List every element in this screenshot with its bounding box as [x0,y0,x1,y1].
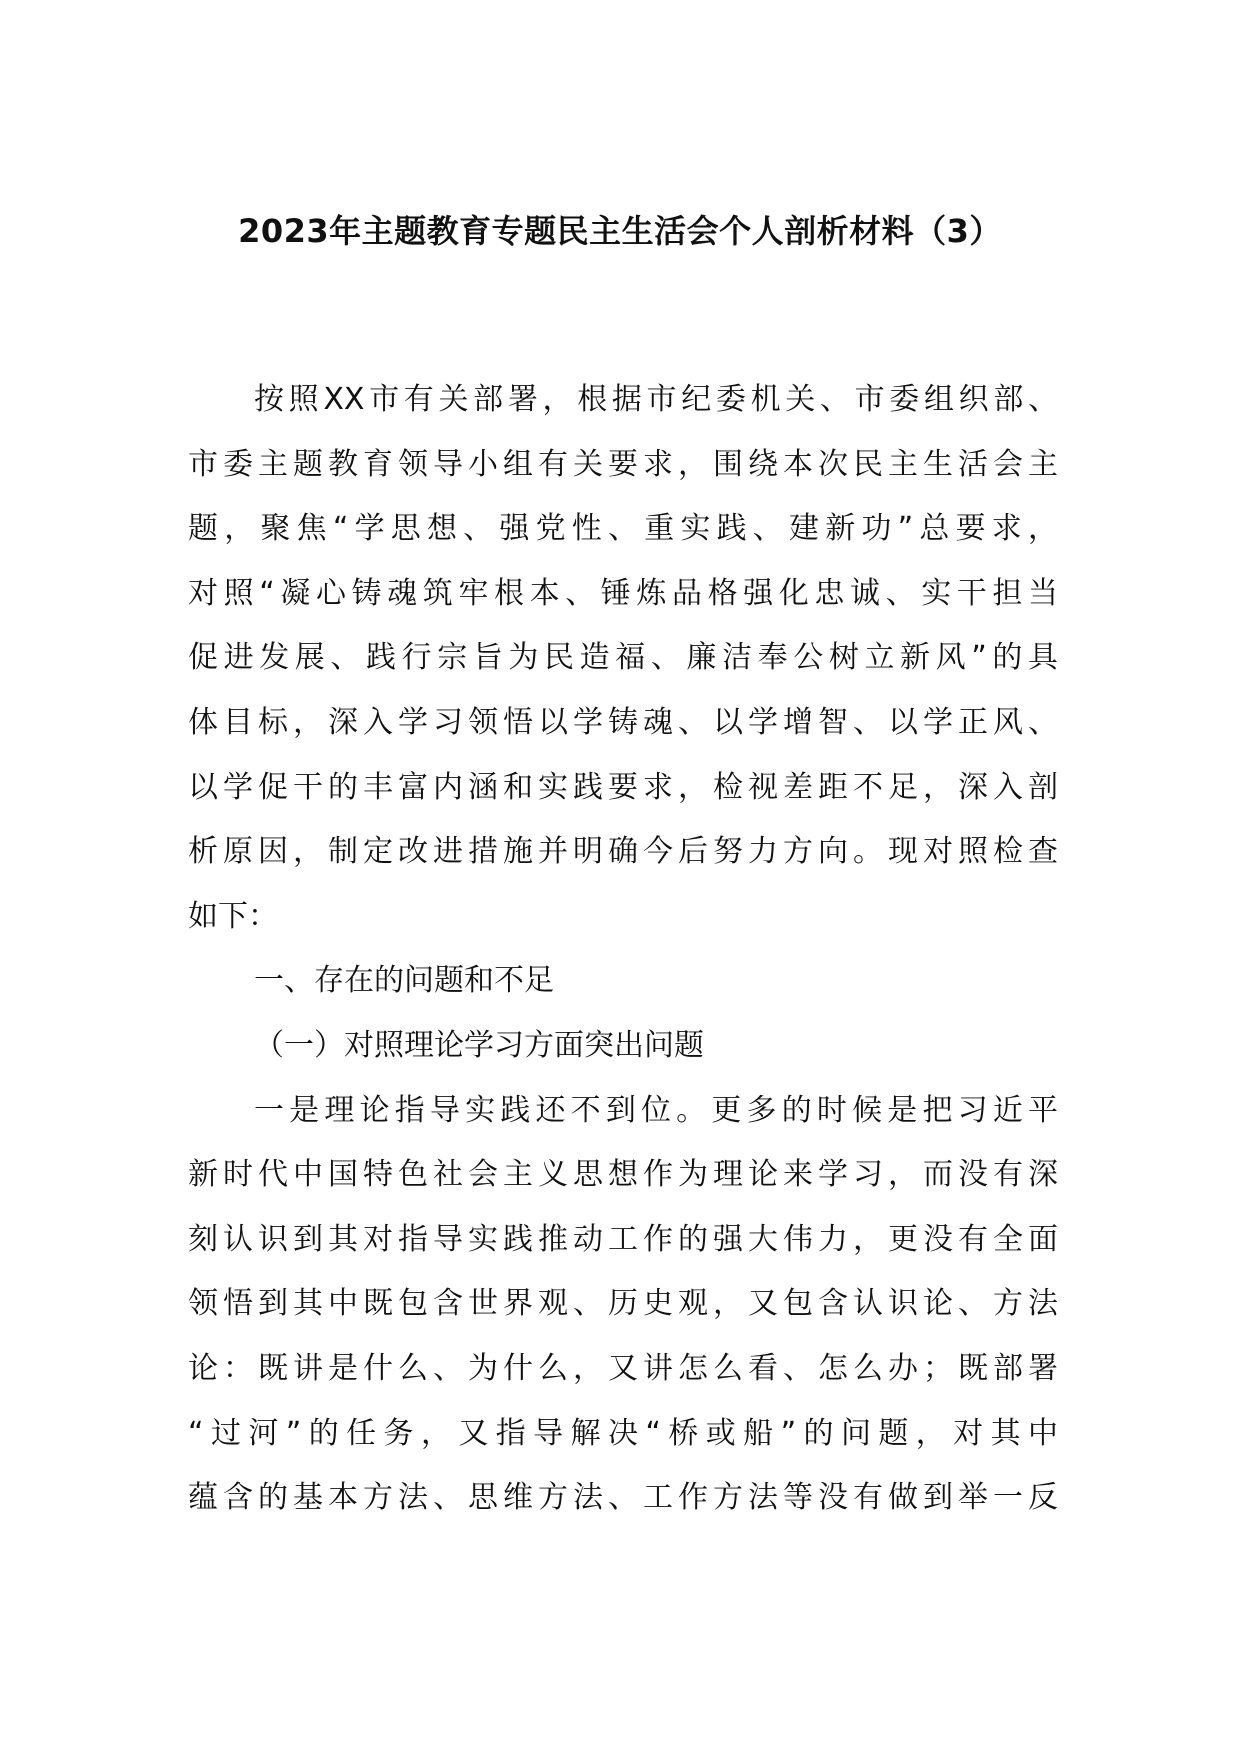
paragraph-2-line: 领悟到其中既包含世界观、历史观，又包含认识论、方法 [188,1286,1058,1322]
paragraph-1-line: 按照XX市有关部署，根据市纪委机关、市委组织部、 [254,382,1058,417]
section-heading-1: 一、存在的问题和不足 [254,963,554,999]
document-title: 2023年主题教育专题民主生活会个人剖析材料（3） [238,212,1002,250]
paragraph-2-line: 一是理论指导实践还不到位。更多的时候是把习近平 [254,1092,1058,1128]
paragraph-2-line: 新时代中国特色社会主义思想作为理论来学习，而没有深 [188,1157,1058,1193]
document-body [188,368,1058,1531]
paragraph-1-line: 以学促干的丰富内涵和实践要求，检视差距不足，深入剖 [188,769,1058,805]
paragraph-1-line: 析原因，制定改进措施并明确今后努力方向。现对照检查 [188,834,1058,870]
section-heading-2: （一）对照理论学习方面突出问题 [254,1027,704,1063]
paragraph-2-line: 论：既讲是什么、为什么，又讲怎么看、怎么办；既部署 [188,1350,1058,1386]
paragraph-1-line: 体目标，深入学习领悟以学铸魂、以学增智、以学正风、 [188,704,1058,740]
paragraph-2-line: 蕴含的基本方法、思维方法、工作方法等没有做到举一反 [188,1480,1058,1516]
paragraph-1-line: 市委主题教育领导小组有关要求，围绕本次民主生活会主 [188,446,1058,482]
paragraph-2-line: “过河”的任务，又指导解决“桥或船”的问题，对其中 [188,1415,1058,1451]
paragraph-2-line: 刻认识到其对指导实践推动工作的强大伟力，更没有全面 [188,1221,1058,1257]
paragraph-1-line: 对照“凝心铸魂筑牢根本、锤炼品格强化忠诚、实干担当 [188,575,1058,611]
paragraph-1-line: 促进发展、践行宗旨为民造福、廉洁奉公树立新风”的具 [188,640,1058,676]
paragraph-1-line: 题，聚焦“学思想、强党性、重实践、建新功”总要求， [188,511,1058,547]
paragraph-1-line: 如下： [188,898,278,934]
